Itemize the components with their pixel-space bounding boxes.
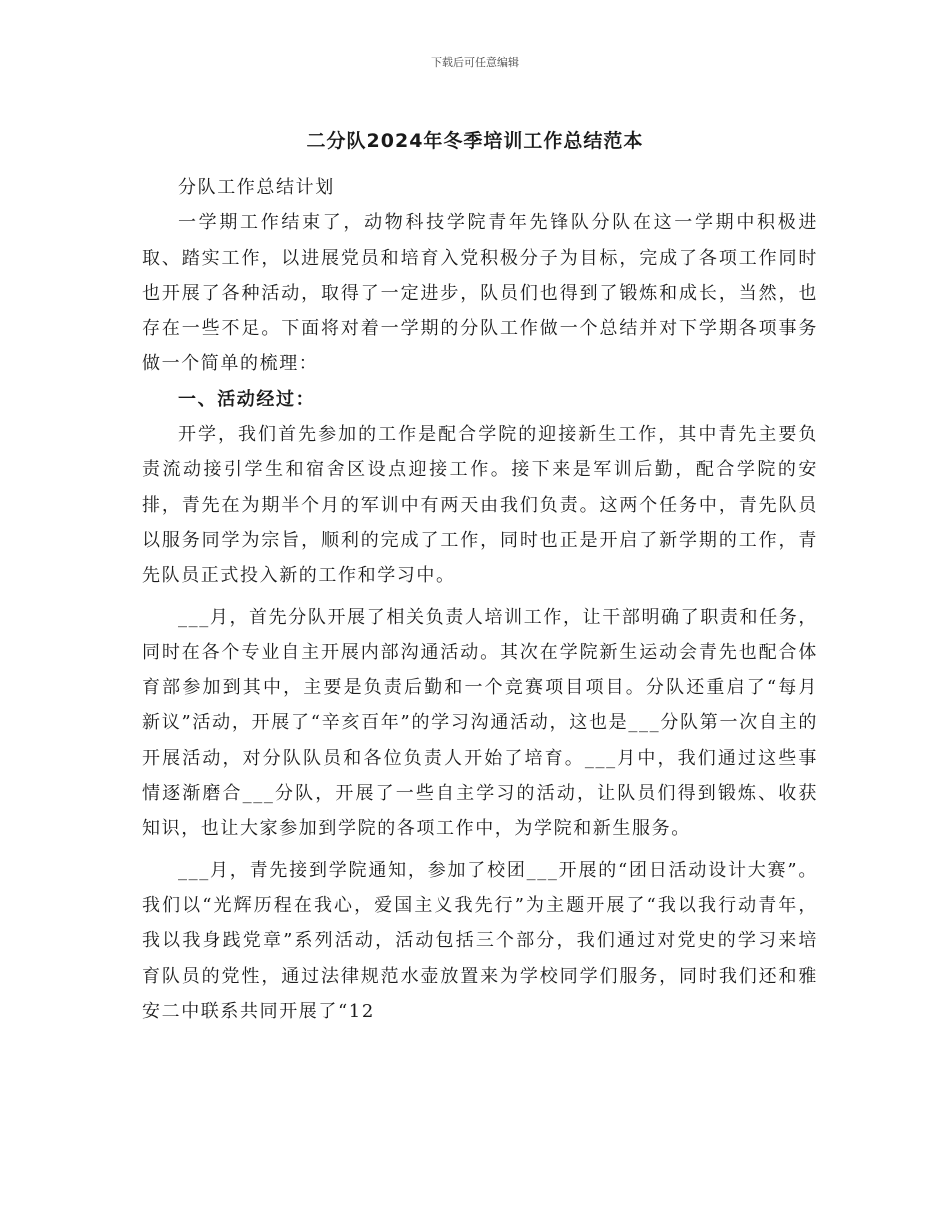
- document-body: [142, 170, 818, 1029]
- activity-paragraph-2: ___月，首先分队开展了相关负责人培训工作，让干部明确了职责和任务，同时在各个专业自主开展内部沟通活动。其次在学院新生运动会青先也配合体育部参加到其中，主要是负责后勤和一个竞赛项目项目。分队还重启了“每月新议”活动，开展了“辛亥百年”的学习沟通活动，这也是___分队第一次自主的开展活动，对分队队员和各位负责人开始了培育。___月中，我们通过这些事情逐渐磨合___分队，开展了一些自主学习的活动，让队员们得到锻炼、收获知识，也让大家参加到学院的各项工作中，为学院和新生服务。: [142, 606, 818, 840]
- activity-paragraph-3: ___月，青先接到学院通知，参加了校团___开展的“团日活动设计大赛”。我们以“光辉历程在我心，爱国主义我先行”为主题开展了“我以我行动青年，我以我身践党章”系列活动，活动包括三个部分，我们通过对党史的学习来培育队员的党性，通过法律规范水壶放置来为学校同学们服务，同时我们还和雅安二中联系共同开展了“12: [142, 859, 818, 1022]
- subtitle-paragraph: 分队工作总结计划: [178, 177, 335, 198]
- document-title: 二分队2024年冬季培训工作总结范本: [306, 130, 644, 152]
- intro-paragraph: 一学期工作结束了，动物科技学院青年先锋队分队在这一学期中积极进取、踏实工作，以进展党员和培育入党积极分子为目标，完成了各项工作同时也开展了各种活动，取得了一定进步，队员们也得到了锻炼和成长，当然，也存在一些不足。下面将对着一学期的分队工作做一个总结并对下学期各项事务做一个简单的梳理：: [142, 212, 818, 375]
- section-heading: 一、活动经过：: [178, 388, 316, 410]
- header-note: 下载后可任意编辑: [431, 56, 519, 69]
- activity-paragraph-1: 开学，我们首先参加的工作是配合学院的迎接新生工作，其中青先主要负责流动接引学生和宿舍区设点迎接工作。接下来是军训后勤，配合学院的安排，青先在为期半个月的军训中有两天由我们负责。这两个任务中，青先队员以服务同学为宗旨，顺利的完成了工作，同时也正是开启了新学期的工作，青先队员正式投入新的工作和学习中。: [142, 424, 818, 587]
